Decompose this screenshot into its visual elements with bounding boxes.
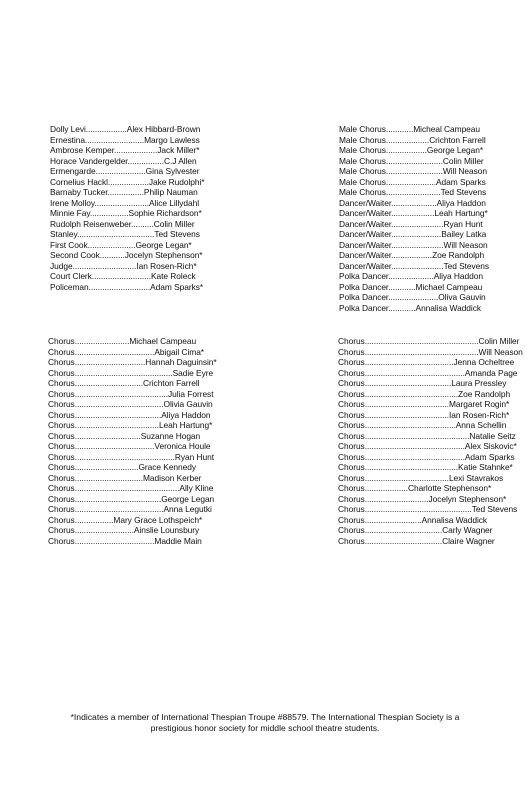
cast-entry: Chorus.................Mary Grace Lothspeich*: [48, 514, 203, 525]
cast-list-left: [50, 124, 205, 292]
cast-entry: Chorus...................Charlotte Stephenson*: [338, 483, 492, 493]
cast-entry: Chorus..................................Claire Wagner: [338, 535, 495, 546]
cast-entry: Chorus...................................Maddie Main: [48, 535, 202, 546]
cast-entry: Chorus.............................Suzanne Hogan: [48, 430, 201, 441]
cast-entry: Chorus...................................Abigail Cima*: [48, 346, 205, 357]
cast-entry: Chorus.........................Annalisa Waddick: [338, 514, 488, 525]
cast-entry: Chorus.....................................Margaret Rogin*: [338, 399, 510, 409]
cast-entry: Chorus.........................................Katie Stahnke*: [338, 462, 513, 472]
cast-entry: Chorus.....................................Ian Rosen-Rich*: [338, 409, 510, 420]
cast-entry: Chorus.......................................Jenna Ocheltree: [338, 357, 515, 367]
cast-entry: Chorus.....................................Leah Hartung*: [48, 420, 213, 430]
cast-entry: Chorus..............................Crichton Farrell: [48, 378, 200, 388]
cast-entry: Chorus...............................................Ted Stevens: [338, 504, 518, 514]
cast-entry: Irene Molloy........................Alice Lillydahl: [50, 197, 200, 208]
cast-entry: Chorus..........................Ainslie Lounsbury: [48, 525, 200, 535]
cast-entry: Chorus.......................................Olivia Gauvin: [48, 399, 213, 409]
cast-entry: Male Chorus..................George Legan*: [339, 145, 484, 155]
cast-entry: Dancer/Waiter......................Bailey Latka: [339, 229, 487, 239]
cast-entry: Chorus............................Jocelyn Stephenson*: [338, 493, 507, 504]
footnote-line-2: prestigious honor society for middle school theatre students.: [150, 723, 380, 734]
cast-entry: Horace Vandergelder................C.J Allen: [50, 155, 197, 166]
cast-entry: Chorus.........................................Julia Forrest: [48, 388, 214, 399]
cast-entry: Rudolph Reisenweber..........Colin Miller: [50, 218, 195, 229]
cast-entry: Barnaby Tucker................Philip Nauman: [50, 187, 198, 197]
cast-entry: Male Chorus........................Ted Stevens: [339, 187, 487, 197]
cast-entry: Male Chorus.........................Colin Miller: [339, 155, 484, 166]
cast-entry: Chorus..............................................Ally Kline: [48, 483, 214, 493]
cast-entry: Polka Dancer............Michael Campeau: [339, 281, 483, 292]
cast-entry: Dancer/Waiter.......................Will Neason: [339, 239, 488, 250]
cast-entry: Court Clerk..........................Kate Roleck: [50, 271, 196, 281]
cast-entry: First Cook.....................George Legan*: [50, 239, 192, 250]
cast-entry: Chorus...............................Hannah Daguinsin*: [48, 357, 217, 367]
cast-entry: Dancer/Waiter..................Zoe Randolph: [339, 250, 485, 260]
cast-entry: Judge............................Ian Rosen-Rich*: [50, 260, 197, 271]
cast-entry: Chorus......................................George Legan: [48, 493, 215, 504]
cast-entry: Chorus............................................Adam Sparks: [338, 451, 515, 462]
cast-entry: Ernestina..........................Margo Lawless: [50, 134, 200, 145]
cast-entry: Dolly Levi..................Alex Hibbard-Brown: [50, 124, 201, 134]
cast-entry: Stanley..................................Ted Stevens: [50, 229, 200, 239]
cast-entry: Chorus........................Michael Campeau: [48, 336, 197, 346]
cast-entry: Male Chorus.........................Will Neason: [339, 166, 487, 176]
cast-entry: Chorus............................Grace Kennedy: [48, 462, 196, 472]
chorus-list-right: [338, 336, 523, 546]
chorus-list-left: [48, 336, 217, 546]
cast-entry: Chorus............................................Ryan Hunt: [48, 451, 214, 462]
cast-entry: Ermengarde......................Gina Sylvester: [50, 166, 200, 176]
cast-entry: Chorus........................................Anna Schellin: [338, 420, 507, 430]
cast-entry: Cornelius Hackl..................Jake Rudolphi*: [50, 176, 205, 187]
cast-entry: Dancer/Waiter...................Leah Hartung*: [339, 208, 488, 218]
cast-entry: Chorus.......................................Anna Legutki: [48, 504, 212, 514]
cast-entry: Male Chorus......................Adam Sparks: [339, 176, 486, 187]
cast-entry: Chorus............................................Amanda Page: [338, 367, 518, 378]
cast-entry: Chorus..................................Carly Wagner: [338, 525, 493, 535]
cast-entry: Dancer/Waiter....................Aliya Haddon: [339, 197, 486, 208]
cast-entry: Dancer/Waiter.......................Ted Stevens: [339, 260, 490, 271]
cast-entry: Male Chorus............Micheal Campeau: [339, 124, 480, 134]
cast-entry: Polka Dancer............Annalisa Waddick: [339, 302, 481, 313]
cast-entry: Dancer/Waiter.......................Ryan Hunt: [339, 218, 483, 229]
footnote: [10, 712, 520, 734]
cast-entry: Minnie Fay.................Sophie Richardson*: [50, 208, 202, 218]
cast-entry: Chorus..............................Madison Kerber: [48, 472, 202, 483]
cast-entry: Chorus..............................................Natalie Seitz: [338, 430, 516, 441]
cast-entry: Second Cook...........Jocelyn Stephenson*: [50, 250, 203, 260]
cast-entry: Chorus......................................Laura Pressley: [338, 378, 507, 388]
cast-entry: Chorus..................................................Will Neason: [338, 346, 523, 357]
cast-entry: Chorus..................................................Colin Miller: [338, 336, 520, 346]
cast-entry: Chorus...........................................Sadie Eyre: [48, 367, 214, 378]
cast-entry: Chorus.........................................Zoe Randolph: [338, 388, 511, 399]
cast-entry: Policeman...........................Adam Sparks*: [50, 281, 204, 292]
cast-entry: Chorus......................................Aliya Haddon: [48, 409, 211, 420]
cast-entry: Polka Dancer....................Aliya Haddon: [339, 271, 483, 281]
cast-entry: Chorus...................................Veronica Houle: [48, 441, 211, 451]
cast-list-right: [339, 124, 489, 313]
cast-entry: Chorus............................................Alex Siskovic*: [338, 441, 517, 451]
cast-entry: Polka Dancer......................Oliva Gauvin: [339, 292, 486, 302]
footnote-line-1: *Indicates a member of International Thespian Troupe #88579. The International Thespian Society is a: [70, 712, 460, 722]
cast-entry: Male Chorus...................Crichton Farrell: [339, 134, 486, 145]
cast-entry: Ambrose Kemper...................Jack Miller*: [50, 145, 200, 155]
cast-entry: Chorus.....................................Lexi Stavrakos: [338, 472, 504, 483]
